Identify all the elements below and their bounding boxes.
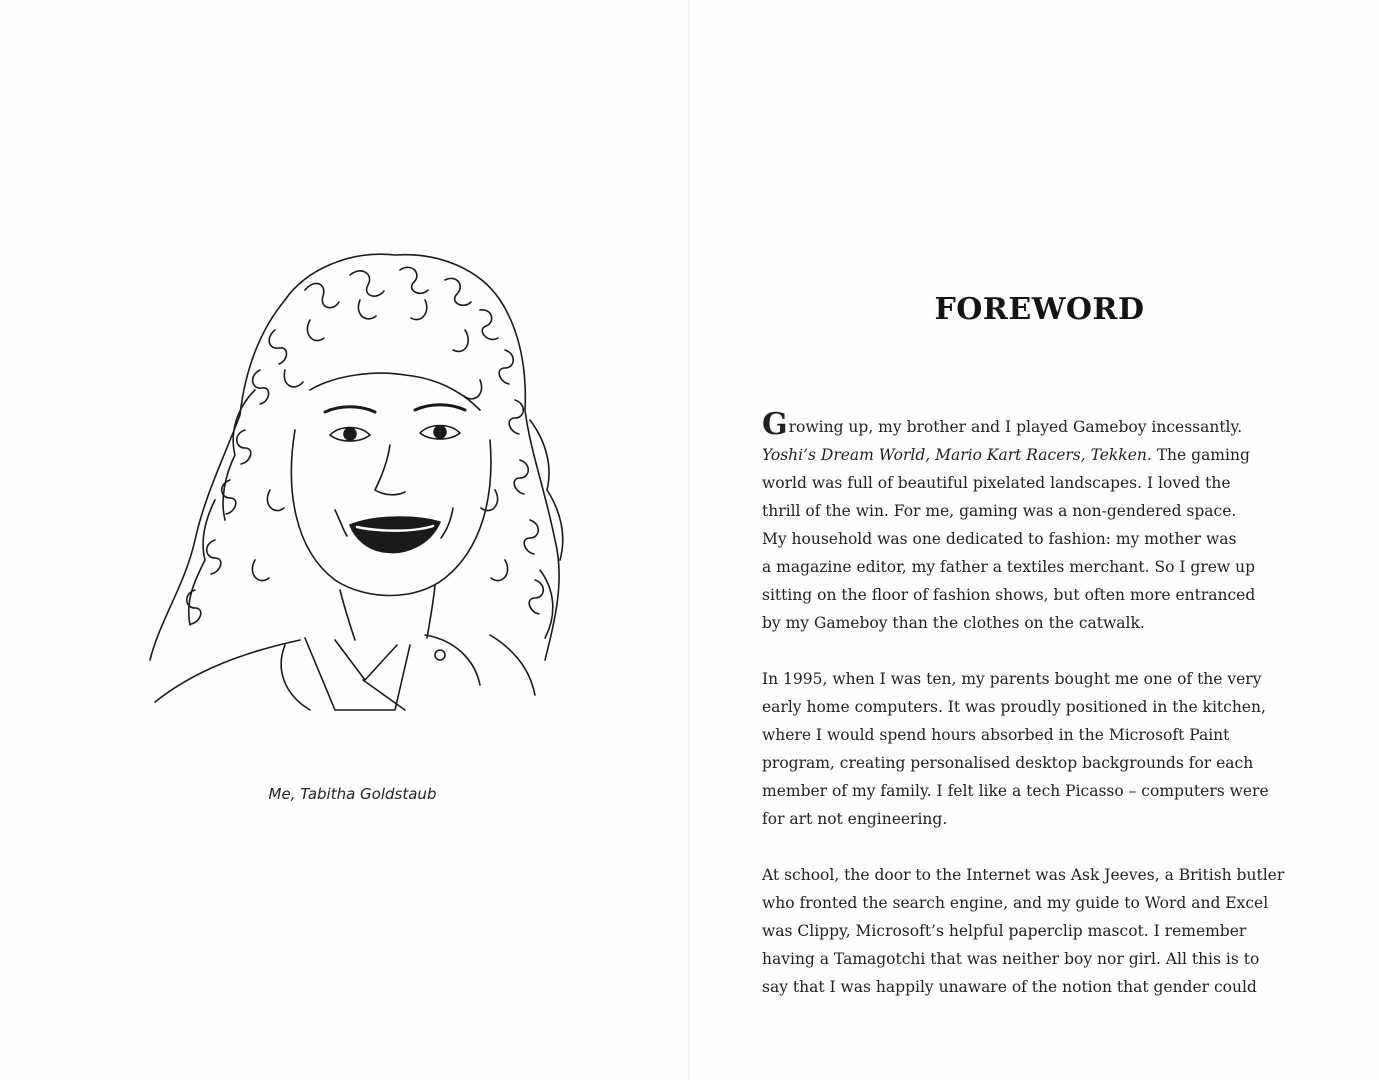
text-line: say that I was happily unaware of the notion that gender could: [762, 978, 1257, 996]
text-run: rowing up, my brother and I played Gameboy incessantly.: [788, 418, 1243, 436]
chapter-heading-text: FOREWORD: [934, 292, 1145, 327]
portrait-illustration: [135, 240, 585, 720]
portrait-caption: Me, Tabitha Goldstaub: [268, 785, 437, 803]
text-line: world was full of beautiful pixelated landscapes. I loved the: [762, 474, 1231, 492]
right-page: [690, 0, 1379, 1080]
paragraph-3: [762, 861, 1302, 1001]
text-line: where I would spend hours absorbed in the Microsoft Paint: [762, 726, 1230, 744]
paragraph-2: [762, 665, 1302, 833]
text-line: having a Tamagotchi that was neither boy nor girl. All this is to: [762, 950, 1260, 968]
text-line: member of my family. I felt like a tech Picasso – computers were: [762, 782, 1269, 800]
text-line: My household was one dedicated to fashion: my mother was: [762, 530, 1237, 548]
text-line: by my Gameboy than the clothes on the catwalk.: [762, 614, 1145, 632]
text-line: [762, 441, 1302, 469]
text-line: for art not engineering.: [762, 810, 948, 828]
game-titles: Yoshi’s Dream World, Mario Kart Racers, Tekken.: [762, 446, 1152, 464]
text-line: At school, the door to the Internet was Ask Jeeves, a British butler: [762, 866, 1285, 884]
text-line: was Clippy, Microsoft’s helpful paperclip mascot. I remember: [762, 922, 1247, 940]
text-line: sitting on the floor of fashion shows, but often more entranced: [762, 586, 1256, 604]
text-line: early home computers. It was proudly positioned in the kitchen,: [762, 698, 1266, 716]
drop-cap: G: [762, 407, 788, 442]
foreword-body: [762, 407, 1302, 1029]
chapter-heading: [690, 292, 1379, 327]
paragraph-1: [762, 407, 1302, 637]
text-line: who fronted the search engine, and my guide to Word and Excel: [762, 894, 1269, 912]
text-run: The gaming: [1151, 446, 1250, 464]
text-line: In 1995, when I was ten, my parents bought me one of the very: [762, 670, 1262, 688]
text-line: program, creating personalised desktop backgrounds for each: [762, 754, 1254, 772]
text-line: a magazine editor, my father a textiles merchant. So I grew up: [762, 558, 1256, 576]
text-line: [762, 407, 1302, 442]
left-page: [0, 0, 688, 1080]
text-line: thrill of the win. For me, gaming was a non-gendered space.: [762, 502, 1237, 520]
